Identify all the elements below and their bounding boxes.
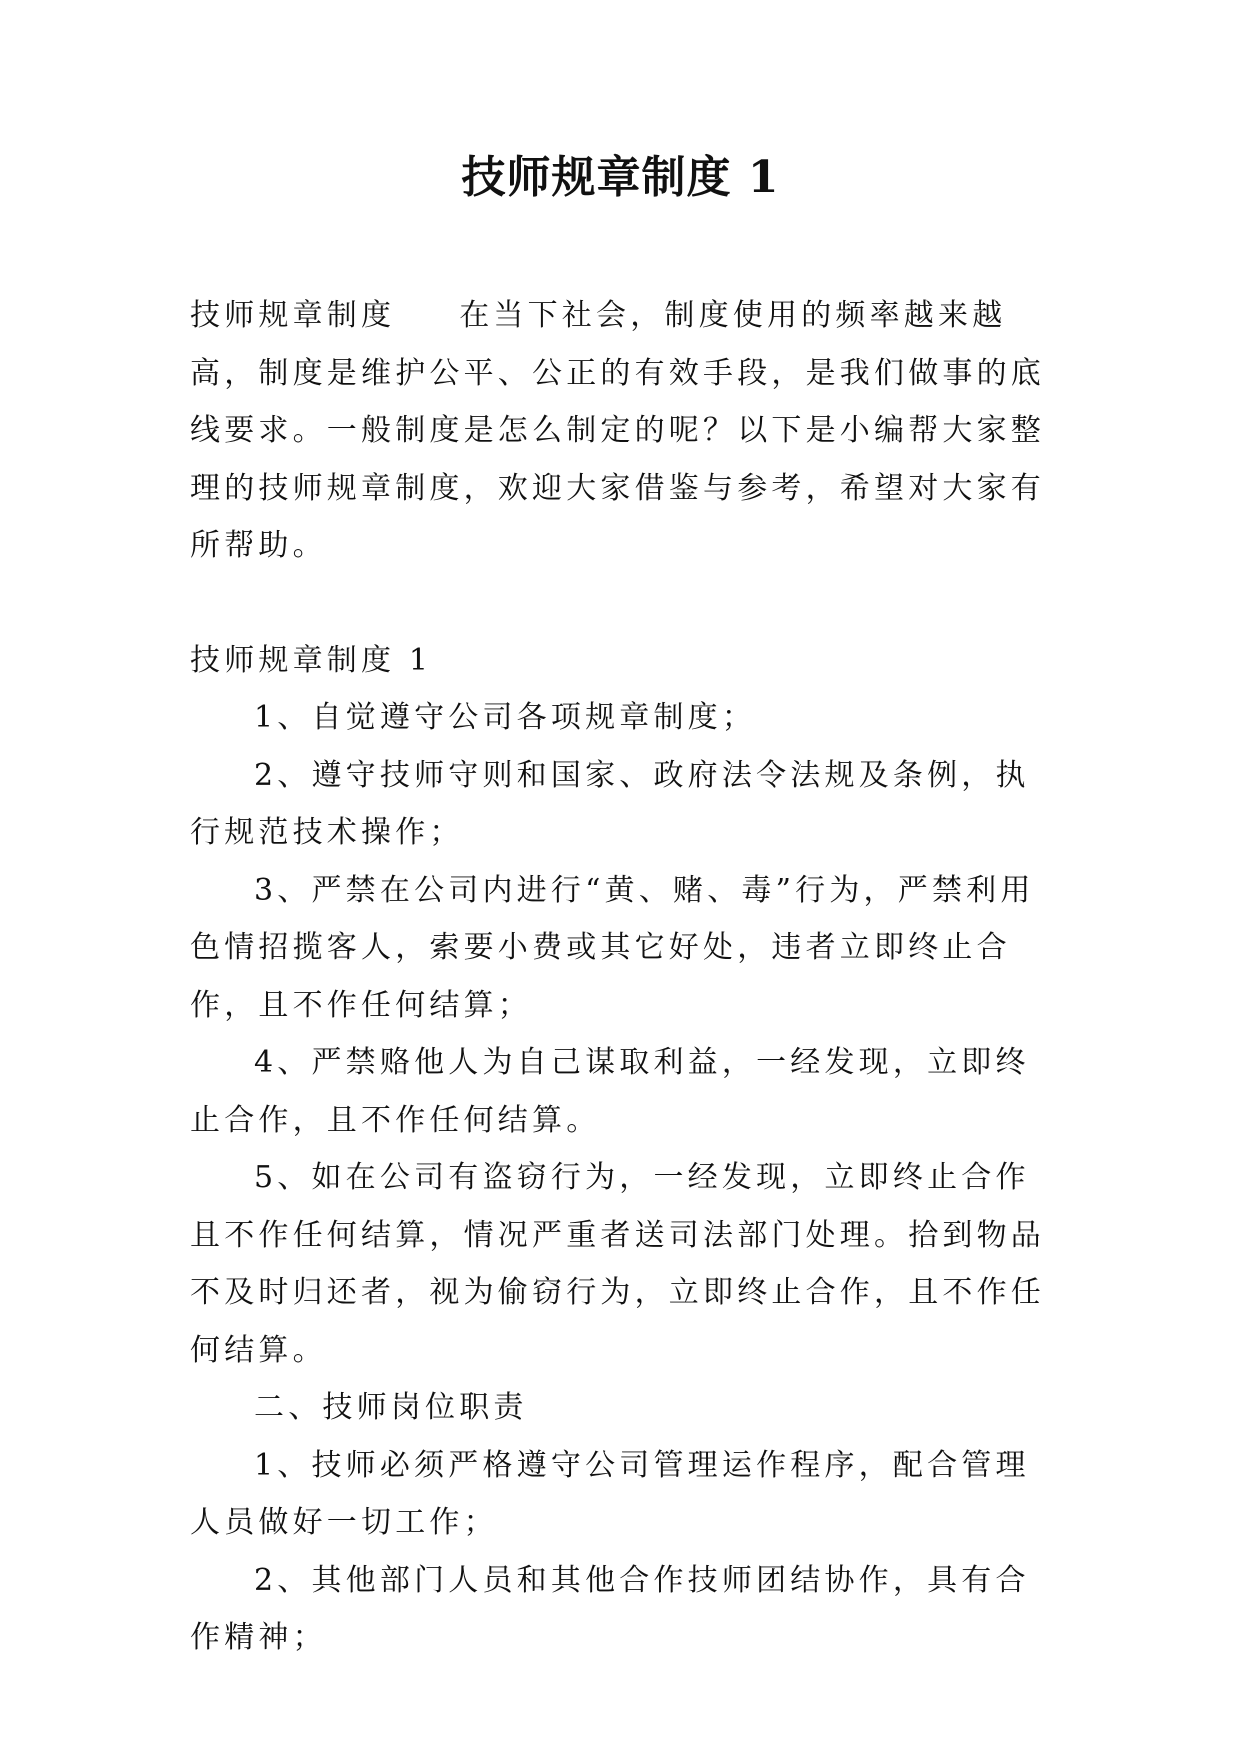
- intro-text: 在当下社会，制度使用的频率越来越高，制度是维护公平、公正的有效手段，是我们做事的底线要求。一般制度是怎么制定的呢？以下是小编帮大家整理的技师规章制度，欢迎大家借鉴与参考，希望对大家有所帮助。: [190, 298, 1045, 563]
- paragraph-gap: [190, 575, 1060, 632]
- duty-item: 1、技师必须严格遵守公司管理运作程序，配合管理人员做好一切工作；: [190, 1447, 1030, 1540]
- intro-lead: 技师规章制度: [190, 298, 396, 333]
- rule-item: 3、严禁在公司内进行“黄、赌、毒”行为，严禁利用色情招揽客人，索要小费或其它好处，违者立即终止合作，且不作任何结算；: [190, 872, 1035, 1023]
- document-title: 技师规章制度 1: [461, 152, 780, 203]
- rule-item: 1、自觉遵守公司各项规章制度；: [254, 700, 757, 735]
- duty-item: 2、其他部门人员和其他合作技师团结协作，具有合作精神；: [190, 1562, 1030, 1655]
- document-body: [190, 287, 1060, 1667]
- rule-item: 2、遵守技师守则和国家、政府法令法规及条例，执行规范技术操作；: [190, 757, 1030, 850]
- rule-item: 5、如在公司有盗窃行为，一经发现，立即终止合作且不作任何结算，情况严重者送司法部门处理。拾到物品不及时归还者，视为偷窃行为，立即终止合作，且不作任何结算。: [190, 1160, 1045, 1368]
- intro-paragraph: [190, 287, 1060, 575]
- section-title: 技师规章制度 1: [190, 642, 433, 678]
- rule-item: 4、严禁赂他人为自己谋取利益，一经发现，立即终止合作，且不作任何结算。: [190, 1045, 1030, 1138]
- subsection-title: 二、技师岗位职责: [254, 1390, 528, 1425]
